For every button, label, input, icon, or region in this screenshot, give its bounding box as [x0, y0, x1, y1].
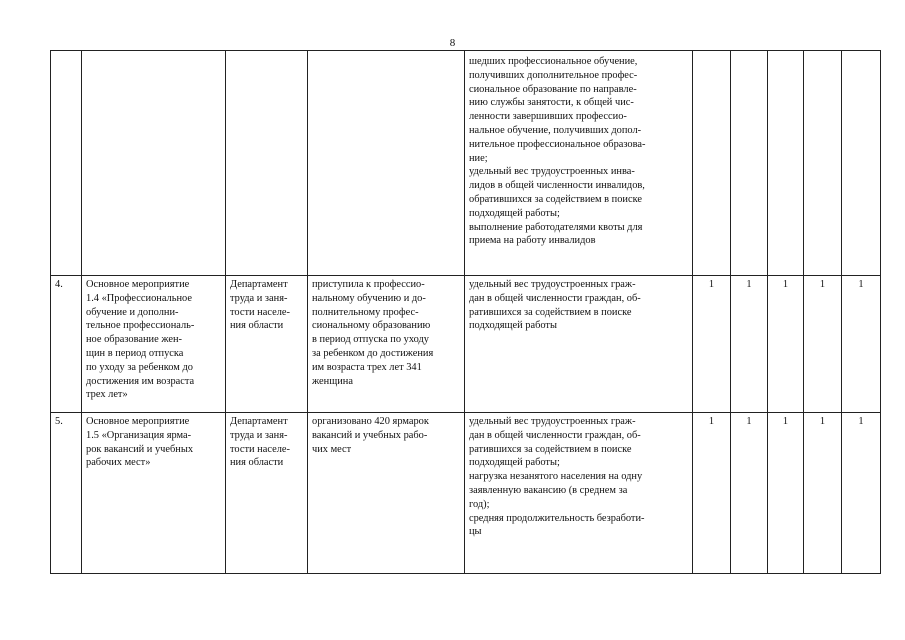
indicator-line: удельный вес трудоустроенных инва-	[469, 166, 635, 178]
executor-line: Департамент	[230, 279, 288, 290]
result-line: вакансий и учебных рабо-	[312, 429, 428, 441]
measure-line: по уходу за ребенком до	[86, 361, 193, 373]
row-number-cell: 4.	[51, 276, 82, 413]
executor-cell	[226, 51, 308, 276]
indicator-line: нагрузка незанятого населения на одну	[469, 471, 643, 483]
measure-line: щин в период отпуска	[86, 347, 184, 359]
indicator-line: лидов в общей численности инвалидов,	[469, 180, 645, 192]
value-cell	[693, 51, 731, 276]
result-line: в период отпуска по уходу	[312, 334, 430, 346]
indicator-line: дан в общей численности граждан, об-	[469, 292, 641, 304]
result-line: за ребенком до достижения	[312, 347, 434, 359]
indicator-line: средняя продолжительность безработи-	[469, 512, 645, 524]
result-line: организовано 420 ярмарок	[312, 416, 429, 427]
indicator-line: подходящей работы;	[469, 207, 560, 219]
indicator-line: удельный вес трудоустроенных граж-	[469, 416, 636, 427]
result-line: приступила к профессио-	[312, 279, 425, 290]
measure-line: тельное профессиональ-	[86, 320, 195, 332]
executor-line: труда и заня-	[230, 292, 288, 304]
indicator-line: ние;	[469, 152, 488, 164]
measure-line: достижения им возраста	[86, 375, 195, 387]
indicator-line: нию службы занятости, к общей чис-	[469, 97, 634, 109]
result-line: женщина	[312, 375, 353, 387]
executor-line: тости населе-	[230, 443, 290, 455]
result-line: нальному обучению и до-	[312, 292, 426, 304]
value-cell: 1	[804, 413, 842, 574]
executor-cell	[226, 276, 308, 413]
executor-line: Департамент	[230, 416, 288, 427]
measure-line: 1.4 «Профессиональное	[86, 292, 192, 304]
indicator-line: шедших профессиональное обучение,	[469, 56, 638, 67]
indicator-cell	[465, 413, 693, 574]
measure-line: 1.5 «Организация ярма-	[86, 429, 192, 441]
table-row	[51, 51, 881, 276]
indicator-line: дан в общей численности граждан, об-	[469, 429, 641, 441]
value-cell: 1	[804, 276, 842, 413]
indicator-line: удельный вес трудоустроенных граж-	[469, 279, 636, 290]
indicator-line: подходящей работы;	[469, 457, 560, 469]
row-number-cell: 5.	[51, 413, 82, 574]
executor-line: ния области	[230, 320, 284, 332]
value-cell: 1	[842, 276, 881, 413]
value-cell	[804, 51, 842, 276]
indicator-line: заявленную вакансию (в среднем за	[469, 484, 628, 496]
executor-cell	[226, 413, 308, 574]
indicator-line: выполнение работодателями квоты для	[469, 221, 643, 233]
measure-line: Основное мероприятие	[86, 416, 190, 427]
measure-line: ное образование жен-	[86, 334, 183, 346]
measure-name-cell	[82, 413, 226, 574]
page-number: 8	[449, 37, 456, 49]
indicator-line: нальное обучение, получивших допол-	[469, 124, 642, 136]
indicator-line: сиональное образование по направле-	[469, 83, 637, 95]
table-row	[51, 276, 881, 413]
value-cell: 1	[768, 413, 804, 574]
value-cell: 1	[693, 276, 731, 413]
indicator-line: год);	[469, 498, 490, 510]
result-line: полнительному профес-	[312, 306, 419, 318]
result-cell	[308, 51, 465, 276]
value-cell	[842, 51, 881, 276]
value-cell: 1	[731, 276, 768, 413]
executor-line: труда и заня-	[230, 429, 288, 441]
measure-line: трех лет»	[86, 389, 128, 401]
value-cell: 1	[768, 276, 804, 413]
indicator-cell	[465, 276, 693, 413]
measures-table	[50, 50, 881, 574]
value-cell	[768, 51, 804, 276]
result-line: им возраста трех лет 341	[312, 361, 422, 373]
indicator-line: приема на работу инвалидов	[469, 235, 596, 247]
executor-line: тости населе-	[230, 306, 290, 318]
value-cell: 1	[693, 413, 731, 574]
row-number-cell	[51, 51, 82, 276]
result-cell	[308, 413, 465, 574]
value-cell: 1	[731, 413, 768, 574]
indicator-line: нительное профессиональное образова-	[469, 138, 646, 150]
value-cell	[731, 51, 768, 276]
indicator-line: ленности завершивших профессио-	[469, 111, 627, 123]
indicator-line: подходящей работы	[469, 320, 557, 332]
indicator-line: ратившихся за содействием в поиске	[469, 443, 632, 455]
measure-line: Основное мероприятие	[86, 279, 190, 290]
result-line: чих мест	[312, 443, 352, 455]
value-cell: 1	[842, 413, 881, 574]
indicator-cell	[465, 51, 693, 276]
indicator-line: получивших дополнительное профес-	[469, 69, 638, 81]
measure-name-cell	[82, 51, 226, 276]
measure-name-cell	[82, 276, 226, 413]
result-line: сиональному образованию	[312, 320, 431, 332]
measure-line: рабочих мест»	[86, 457, 151, 469]
table-row	[51, 413, 881, 574]
indicator-line: обратившихся за содействием в поиске	[469, 193, 642, 205]
result-cell	[308, 276, 465, 413]
measure-line: рок вакансий и учебных	[86, 443, 194, 455]
executor-line: ния области	[230, 457, 284, 469]
indicator-line: ратившихся за содействием в поиске	[469, 306, 632, 318]
measure-line: обучение и дополни-	[86, 306, 179, 318]
indicator-line: цы	[469, 526, 482, 538]
